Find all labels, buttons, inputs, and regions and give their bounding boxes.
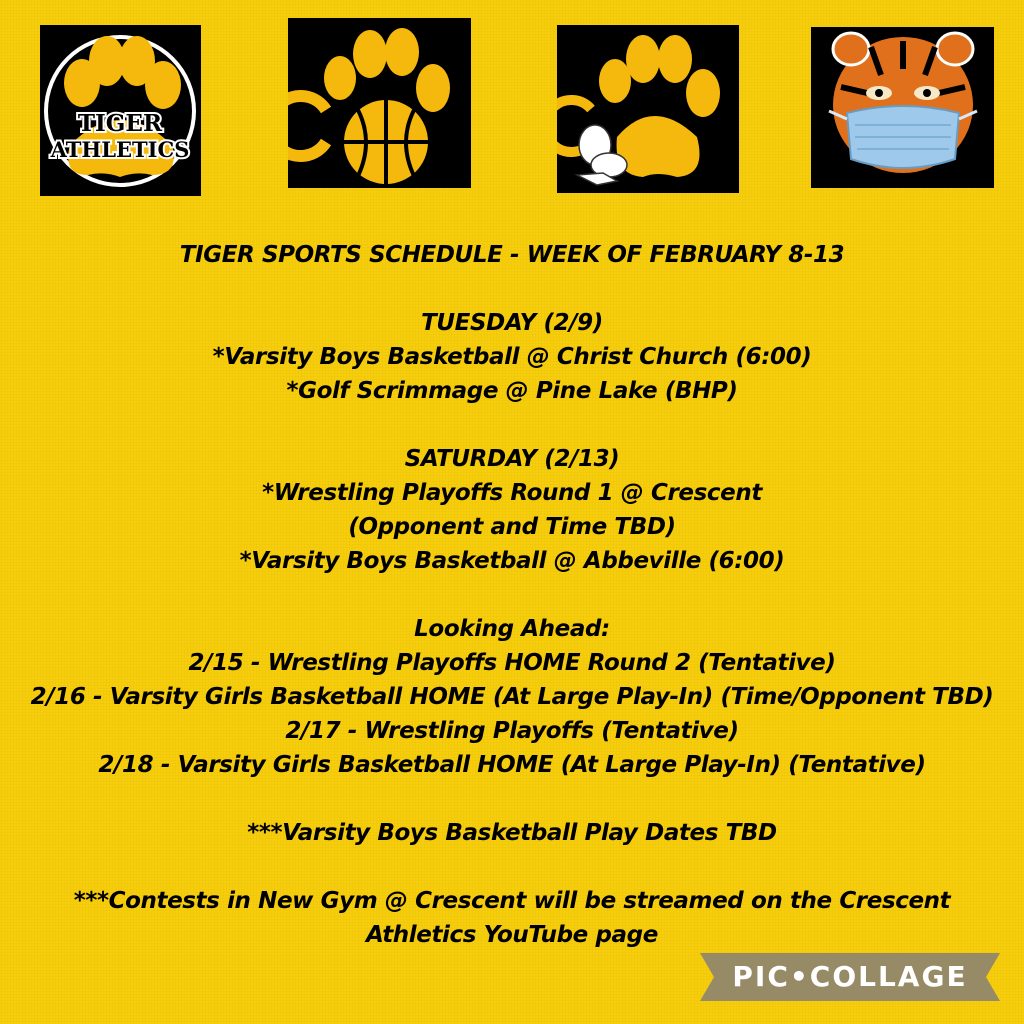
masked-tiger-logo [811,27,994,188]
saturday-event: *Wrestling Playoffs Round 1 @ Crescent [262,480,762,506]
saturday-event: (Opponent and Time TBD) [348,514,676,540]
tiger-athletics-logo [40,25,201,196]
paw-icon [40,25,201,196]
basketball-paw-logo [288,18,471,188]
looking-ahead-heading: Looking Ahead: [414,616,610,642]
ahead-event: 2/15 - Wrestling Playoffs HOME Round 2 (Tentative) [188,650,836,676]
ahead-event: 2/17 - Wrestling Playoffs (Tentative) [285,718,739,744]
basketball-paw-icon [288,18,471,188]
tuesday-heading: TUESDAY (2/9) [421,310,603,336]
note-streaming: Athletics YouTube page [366,922,658,948]
logo-text-athletics: ATHLETICS [50,137,190,162]
spacer [0,578,1024,612]
note-streaming: ***Contests in New Gym @ Crescent will be streamed on the Crescent [73,888,951,914]
tuesday-event: *Varsity Boys Basketball @ Christ Church (6:00) [212,344,812,370]
masked-tiger-icon [811,27,994,188]
spacer [0,408,1024,442]
ahead-event: 2/18 - Varsity Girls Basketball HOME (At Large Play-In) (Tentative) [98,752,926,778]
spacer [0,272,1024,306]
spacer [0,782,1024,816]
schedule [0,238,1024,952]
saturday-event: *Varsity Boys Basketball @ Abbeville (6:00) [239,548,785,574]
wrestling-paw-icon [557,25,739,193]
watermark-text: PIC•COLLAGE [732,960,968,993]
tuesday-event: *Golf Scrimmage @ Pine Lake (BHP) [286,378,738,404]
saturday-heading: SATURDAY (2/13) [404,446,620,472]
pic-collage-watermark [700,953,1000,1001]
spacer [0,850,1024,884]
schedule-title: TIGER SPORTS SCHEDULE - WEEK OF FEBRUARY 8-13 [179,242,845,268]
note-boys-basketball: ***Varsity Boys Basketball Play Dates TBD [247,820,777,846]
logo-text-tiger: TIGER [77,110,163,137]
ahead-event: 2/16 - Varsity Girls Basketball HOME (At Large Play-In) (Time/Opponent TBD) [30,684,994,710]
wrestling-paw-logo [557,25,739,193]
